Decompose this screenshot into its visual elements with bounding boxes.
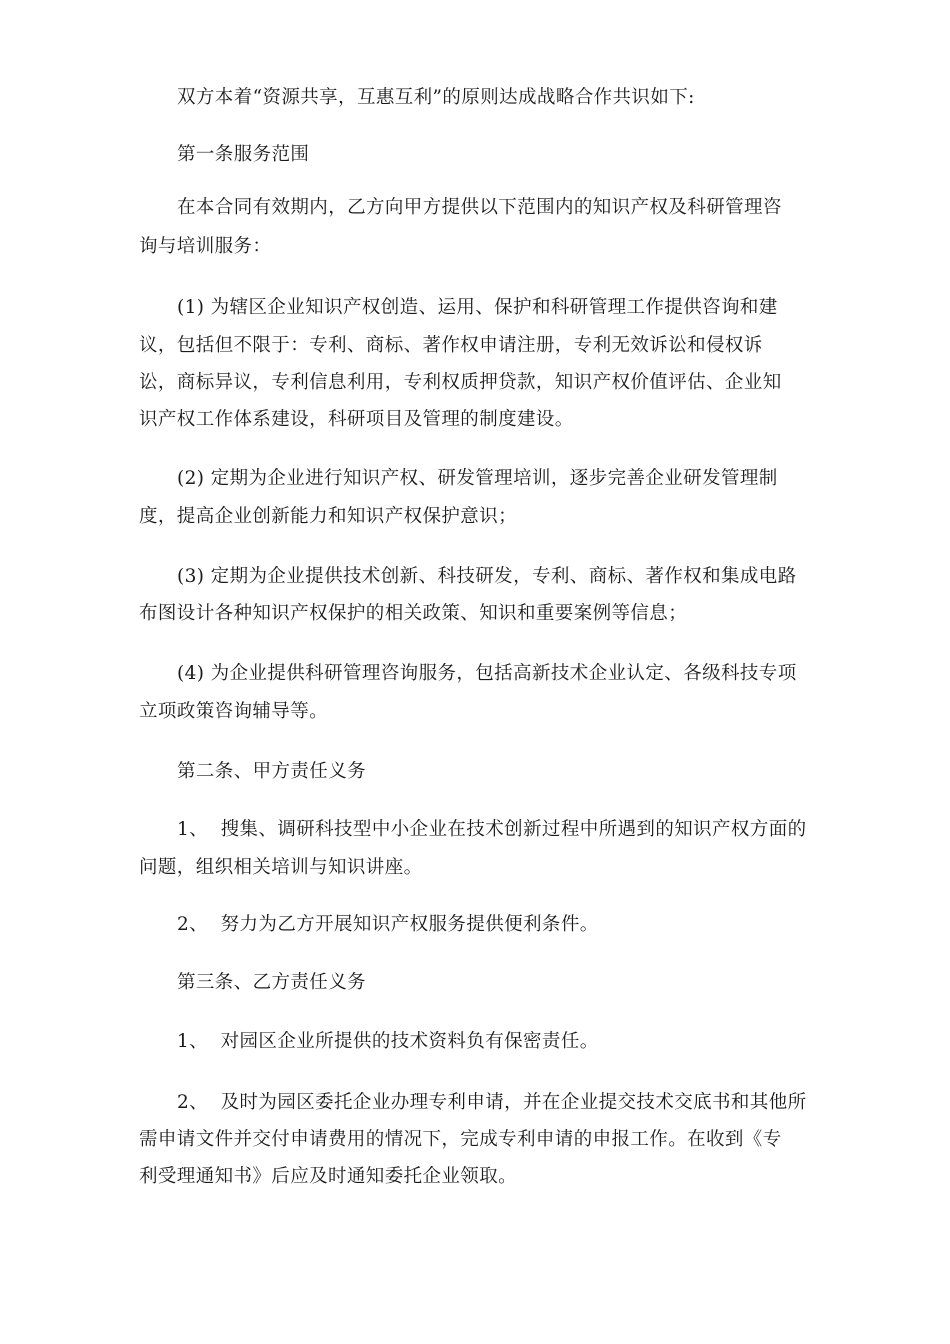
article-1-item-1-line-4: 识产权工作体系建设，科研项目及管理的制度建设。 [139, 409, 574, 430]
article-3-heading: 第三条、乙方责任义务 [177, 972, 367, 993]
article-3-item-1: 1、 对园区企业所提供的技术资料负有保密责任。 [177, 1031, 599, 1052]
article-1-item-3-line-1: (3) 定期为企业提供技术创新、科技研发，专利、商标、著作权和集成电路 [177, 566, 797, 587]
article-3-item-2-line-2: 需申请文件并交付申请费用的情况下，完成专利申请的申报工作。在收到《专 [139, 1129, 782, 1150]
article-1-item-1-line-1: (1) 为辖区企业知识产权创造、运用、保护和科研管理工作提供咨询和建 [177, 297, 778, 318]
article-1-item-4-line-2: 立项政策咨询辅导等。 [139, 701, 329, 722]
article-1-item-1-line-2: 议，包括但不限于：专利、商标、著作权申请注册，专利无效诉讼和侵权诉 [139, 335, 763, 356]
article-1-item-1-line-3: 讼，商标异议，专利信息利用，专利权质押贷款，知识产权价值评估、企业知 [139, 372, 782, 393]
article-3-item-2-line-1: 2、 及时为园区委托企业办理专利申请，并在企业提交技术交底书和其他所 [177, 1092, 807, 1113]
article-1-lead-line-2: 询与培训服务： [139, 236, 272, 257]
article-2-item-1-line-1: 1、 搜集、调研科技型中小企业在技术创新过程中所遇到的知识产权方面的 [177, 819, 807, 840]
article-1-item-2-line-1: (2) 定期为企业进行知识产权、研发管理培训，逐步完善企业研发管理制 [177, 468, 778, 489]
article-1-item-2-line-2: 度，提高企业创新能力和知识产权保护意识； [139, 506, 518, 527]
article-2-item-1-line-2: 问题，组织相关培训与知识讲座。 [139, 857, 423, 878]
intro-paragraph: 双方本着“资源共享，互惠互利”的原则达成战略合作共识如下: [177, 87, 695, 108]
article-1-item-4-line-1: (4) 为企业提供科研管理咨询服务，包括高新技术企业认定、各级科技专项 [177, 663, 797, 684]
article-3-item-2-line-3: 利受理通知书》后应及时通知委托企业领取。 [139, 1166, 518, 1187]
article-1-lead-line-1: 在本合同有效期内，乙方向甲方提供以下范围内的知识产权及科研管理咨 [177, 197, 782, 218]
article-2-heading: 第二条、甲方责任义务 [177, 761, 367, 782]
article-2-item-2: 2、 努力为乙方开展知识产权服务提供便利条件。 [177, 914, 599, 935]
article-1-heading: 第一条服务范围 [177, 144, 310, 165]
article-1-item-3-line-2: 布图设计各种知识产权保护的相关政策、知识和重要案例等信息； [139, 603, 688, 624]
